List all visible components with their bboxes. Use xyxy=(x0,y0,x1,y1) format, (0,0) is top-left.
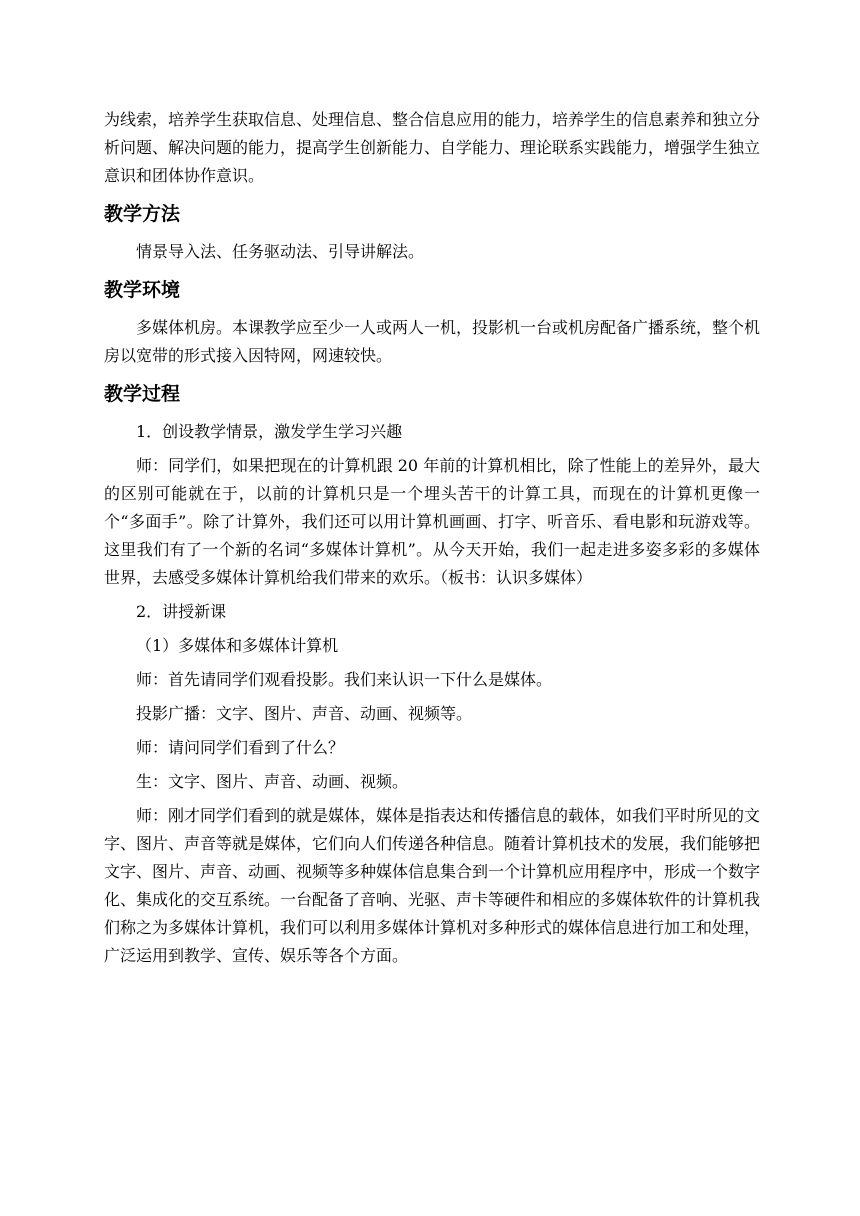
heading-teaching-process: 教学过程 xyxy=(104,383,181,405)
dialogue-line: 师：首先请同学们观看投影。我们来认识一下什么是媒体。 xyxy=(136,670,553,689)
intro-paragraph: 为线索，培养学生获取信息、处理信息、整合信息应用的能力，培养学生的信息素养和独立分析问题、解决问题的能力，提高学生创新能力、自学能力、理论联系实践能力，增强学生独立意识和团体协作意识。 xyxy=(104,110,761,185)
document-page xyxy=(104,106,760,976)
dialogue-line: 生：文字、图片、声音、动画、视频。 xyxy=(136,772,409,791)
teaching-methods-text: 情景导入法、任务驱动法、引导讲解法。 xyxy=(136,242,425,261)
heading-teaching-environment: 教学环境 xyxy=(104,279,181,301)
process-step1-text: 师：同学们，如果把现在的计算机跟 20 年前的计算机相比，除了性能上的差异外，最大的区别可能就在于，以前的计算机只是一个埋头苦干的计算工具，而现在的计算机更像一个“多面手”。除了计算外，我们还可以用计算机画画、打字、听音乐、看电影和玩游戏等。这里我们有了一个新的名词“多媒体计算机”。从今天开始，我们一起走进多姿多彩的多媒体世界，去感受多媒体计算机给我们带来的欢乐。（板书：认识多媒体） xyxy=(104,456,760,587)
process-final-paragraph: 师：刚才同学们看到的就是媒体，媒体是指表达和传播信息的载体，如我们平时所见的文字、图片、声音等就是媒体，它们向人们传递各种信息。随着计算机技术的发展，我们能够把文字、图片、声音、动画、视频等多种媒体信息集合到一个计算机应用程序中，形成一个数字化、集成化的交互系统。一台配备了音响、光驱、声卡等硬件和相应的多媒体软件的计算机我们称之为多媒体计算机，我们可以利用多媒体计算机对多种形式的媒体信息进行加工和处理，广泛运用到教学、宣传、娱乐等各个方面。 xyxy=(104,806,761,965)
dialogue-line: 投影广播：文字、图片、声音、动画、视频等。 xyxy=(136,704,473,723)
process-step2-title: 2．讲授新课 xyxy=(136,602,227,621)
teaching-environment-text: 多媒体机房。本课教学应至少一人或两人一机，投影机一台或机房配备广播系统，整个机房以宽带的形式接入因特网，网速较快。 xyxy=(104,318,761,365)
process-step1-title: 1．创设教学情景，激发学生学习兴趣 xyxy=(136,422,403,441)
dialogue-line: 师：请问同学们看到了什么？ xyxy=(136,738,345,757)
heading-teaching-methods: 教学方法 xyxy=(104,203,181,225)
process-sub1-title: （1）多媒体和多媒体计算机 xyxy=(136,636,339,655)
